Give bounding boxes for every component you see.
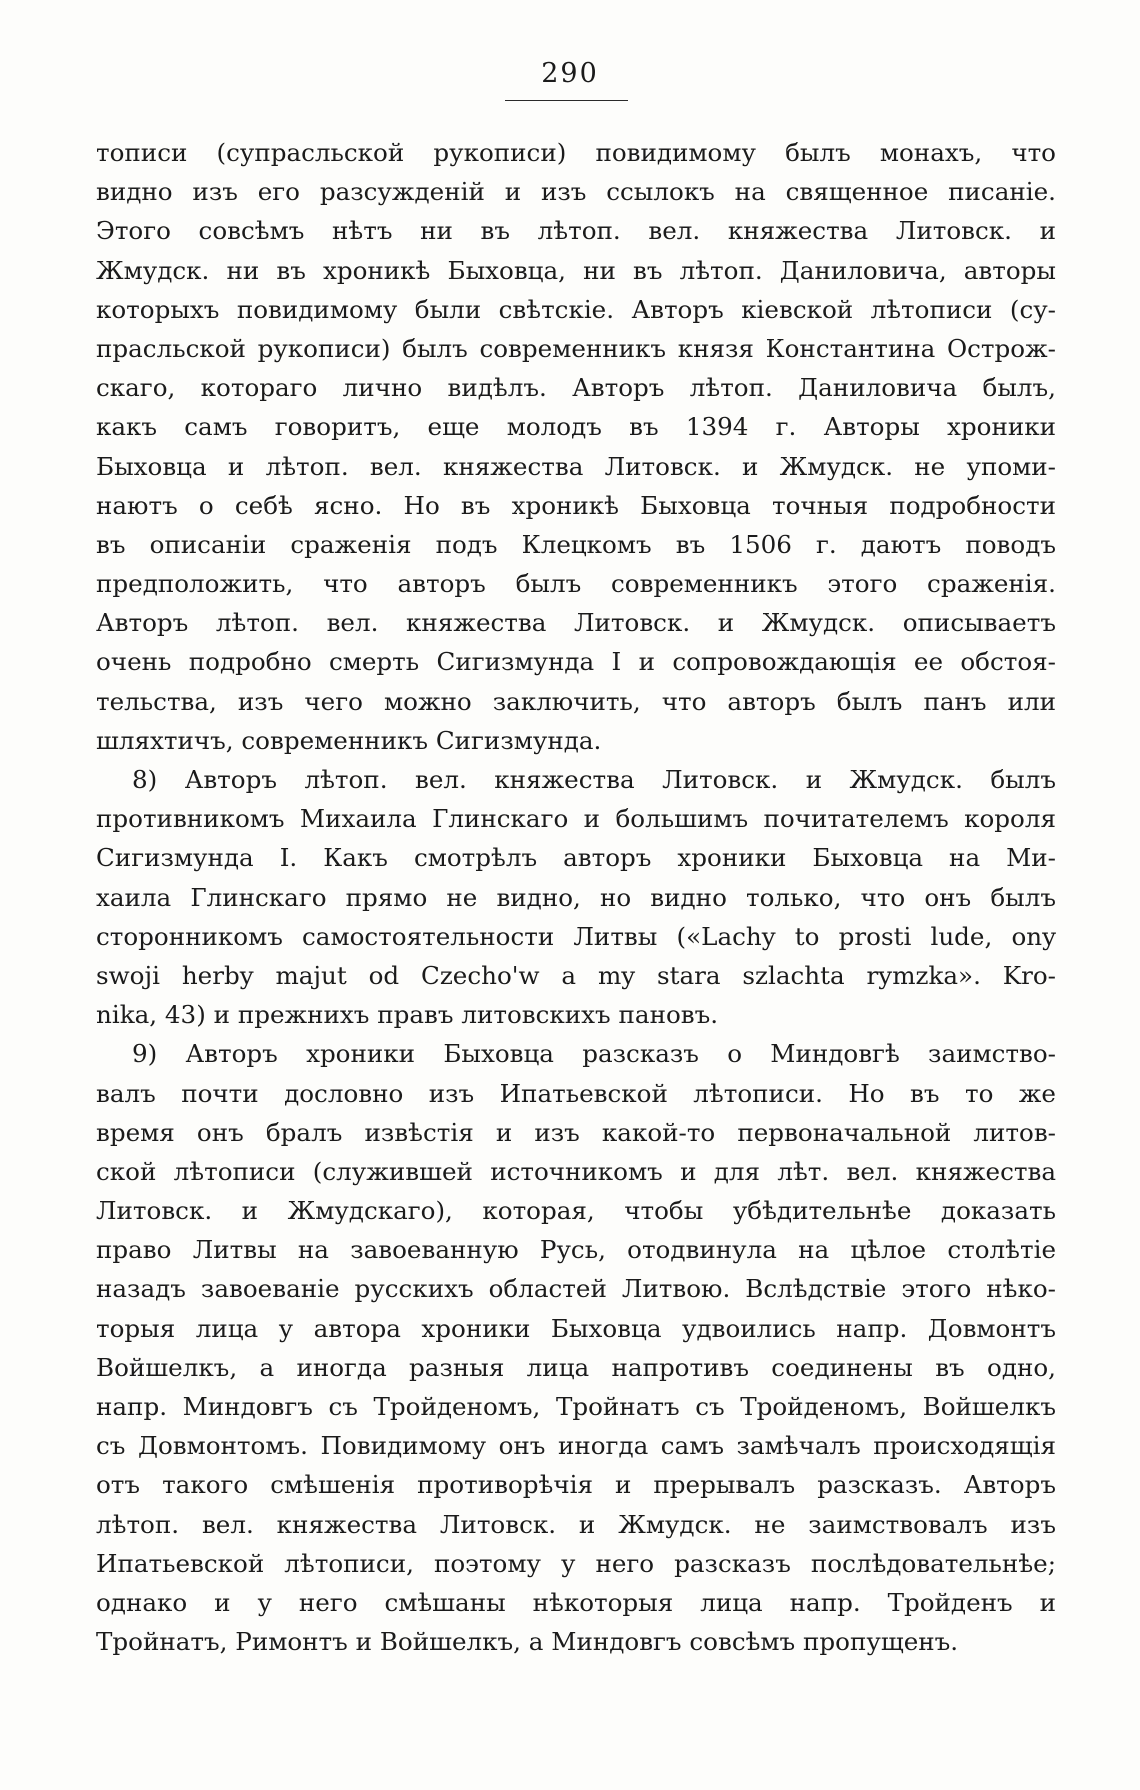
page-number-rule	[505, 100, 628, 101]
text-line: скаго, котораго лично видѣлъ. Авторъ лѣтоп. Даниловича былъ,	[96, 373, 1056, 403]
text-line: предположить, что авторъ былъ современникъ этого сраженія.	[96, 569, 1056, 599]
text-line: однако и у него смѣшаны нѣкоторыя лица напр. Тройденъ и	[96, 1587, 1056, 1617]
text-line: тельства, изъ чего можно заключить, что авторъ былъ панъ или	[96, 686, 1056, 716]
text-line: Ипатьевской лѣтописи, поэтому у него разсказъ послѣдовательнѣе;	[96, 1548, 1056, 1578]
text-line: очень подробно смерть Сигизмунда I и сопровождающія ее обстоя-	[96, 647, 1056, 677]
text-line: назадъ завоеваніе русскихъ областей Литвою. Вслѣдствіе этого нѣко-	[96, 1274, 1056, 1304]
text-line: наютъ о себѣ ясно. Но въ хроникѣ Быховца точныя подробности	[96, 490, 1056, 520]
text-line: которыхъ повидимому были свѣтскіе. Авторъ кіевской лѣтописи (су-	[96, 294, 1056, 324]
text-line: хаила Глинскаго прямо не видно, но видно только, что онъ былъ	[96, 882, 1056, 912]
text-line: Жмудск. ни въ хроникѣ Быховца, ни въ лѣтоп. Даниловича, авторы	[96, 255, 1056, 285]
text-line: тописи (супрасльской рукописи) повидимому былъ монахъ, что	[96, 138, 1056, 167]
text-line: торыя лица у автора хроники Быховца удвоились напр. Довмонтъ	[96, 1313, 1056, 1343]
text-line: Тройнатъ, Римонтъ и Войшелкъ, а Миндовгъ совсѣмъ пропущенъ.	[96, 1627, 959, 1657]
text-line: право Литвы на завоеванную Русь, отодвинула на цѣлое столѣтіе	[96, 1235, 1056, 1265]
text-line: отъ такого смѣшенія противорѣчія и прерывалъ разсказъ. Авторъ	[96, 1470, 1056, 1500]
page-number: 290	[541, 58, 599, 89]
text-line: валъ почти дословно изъ Ипатьевской лѣтописи. Но въ то же	[96, 1078, 1056, 1108]
text-line: Войшелкъ, а иногда разныя лица напротивъ соединены въ одно,	[96, 1352, 1056, 1382]
text-line: съ Довмонтомъ. Повидимому онъ иногда самъ замѣчалъ происходящія	[96, 1431, 1056, 1461]
text-line: напр. Миндовгъ съ Тройденомъ, Тройнатъ съ Тройденомъ, Войшелкъ	[96, 1392, 1056, 1421]
text-line: прасльской рукописи) былъ современникъ князя Константина Острож-	[96, 333, 1056, 363]
text-line: Этого совсѣмъ нѣтъ ни въ лѣтоп. вел. княжества Литовск. и	[96, 216, 1056, 246]
text-line: ской лѣтописи (служившей источникомъ и для лѣт. вел. княжества	[96, 1156, 1056, 1186]
text-line: Сигизмунда I. Какъ смотрѣлъ авторъ хроники Быховца на Ми-	[96, 843, 1056, 873]
text-line: въ описаніи сраженія подъ Клецкомъ въ 1506 г. даютъ поводъ	[96, 529, 1056, 559]
text-line: шляхтичъ, современникъ Сигизмунда.	[96, 725, 602, 755]
text-line: лѣтоп. вел. княжества Литовск. и Жмудск. не заимствовалъ изъ	[96, 1509, 1056, 1539]
paragraph-3	[96, 1034, 1056, 1661]
text-line: 8) Авторъ лѣтоп. вел. княжества Литовск. и Жмудск. былъ	[132, 765, 1056, 794]
text-line: Быховца и лѣтоп. вел. княжества Литовск. и Жмудск. не упоми-	[96, 451, 1056, 481]
paragraph-2	[96, 760, 1056, 1034]
text-line: Авторъ лѣтоп. вел. княжества Литовск. и Жмудск. описываетъ	[96, 608, 1056, 638]
text-line: время онъ бралъ извѣстія и изъ какой-то первоначальной литов-	[96, 1117, 1056, 1147]
text-line: видно изъ его разсужденій и изъ ссылокъ на священное писаніе.	[96, 177, 1056, 207]
text-line: сторонникомъ самостоятельности Литвы («Lachy to prosti lude, ony	[96, 921, 1056, 951]
text-line: 9) Авторъ хроники Быховца разсказъ о Миндовгѣ заимство-	[132, 1039, 1056, 1069]
paragraph-1	[96, 133, 1056, 760]
text-line: Литовск. и Жмудскаго), которая, чтобы убѣдительнѣе доказать	[96, 1196, 1056, 1226]
text-line: swoji herby majut od Czecho'w a my stara szlachta rymzka». Kro-	[96, 960, 1056, 990]
text-line: nika, 43) и прежнихъ правъ литовскихъ пановъ.	[96, 1000, 719, 1030]
text-line: какъ самъ говоритъ, еще молодъ въ 1394 г. Авторы хроники	[96, 412, 1056, 442]
text-body	[96, 133, 1056, 1661]
text-line: противникомъ Михаила Глинскаго и большимъ почитателемъ короля	[96, 804, 1056, 834]
